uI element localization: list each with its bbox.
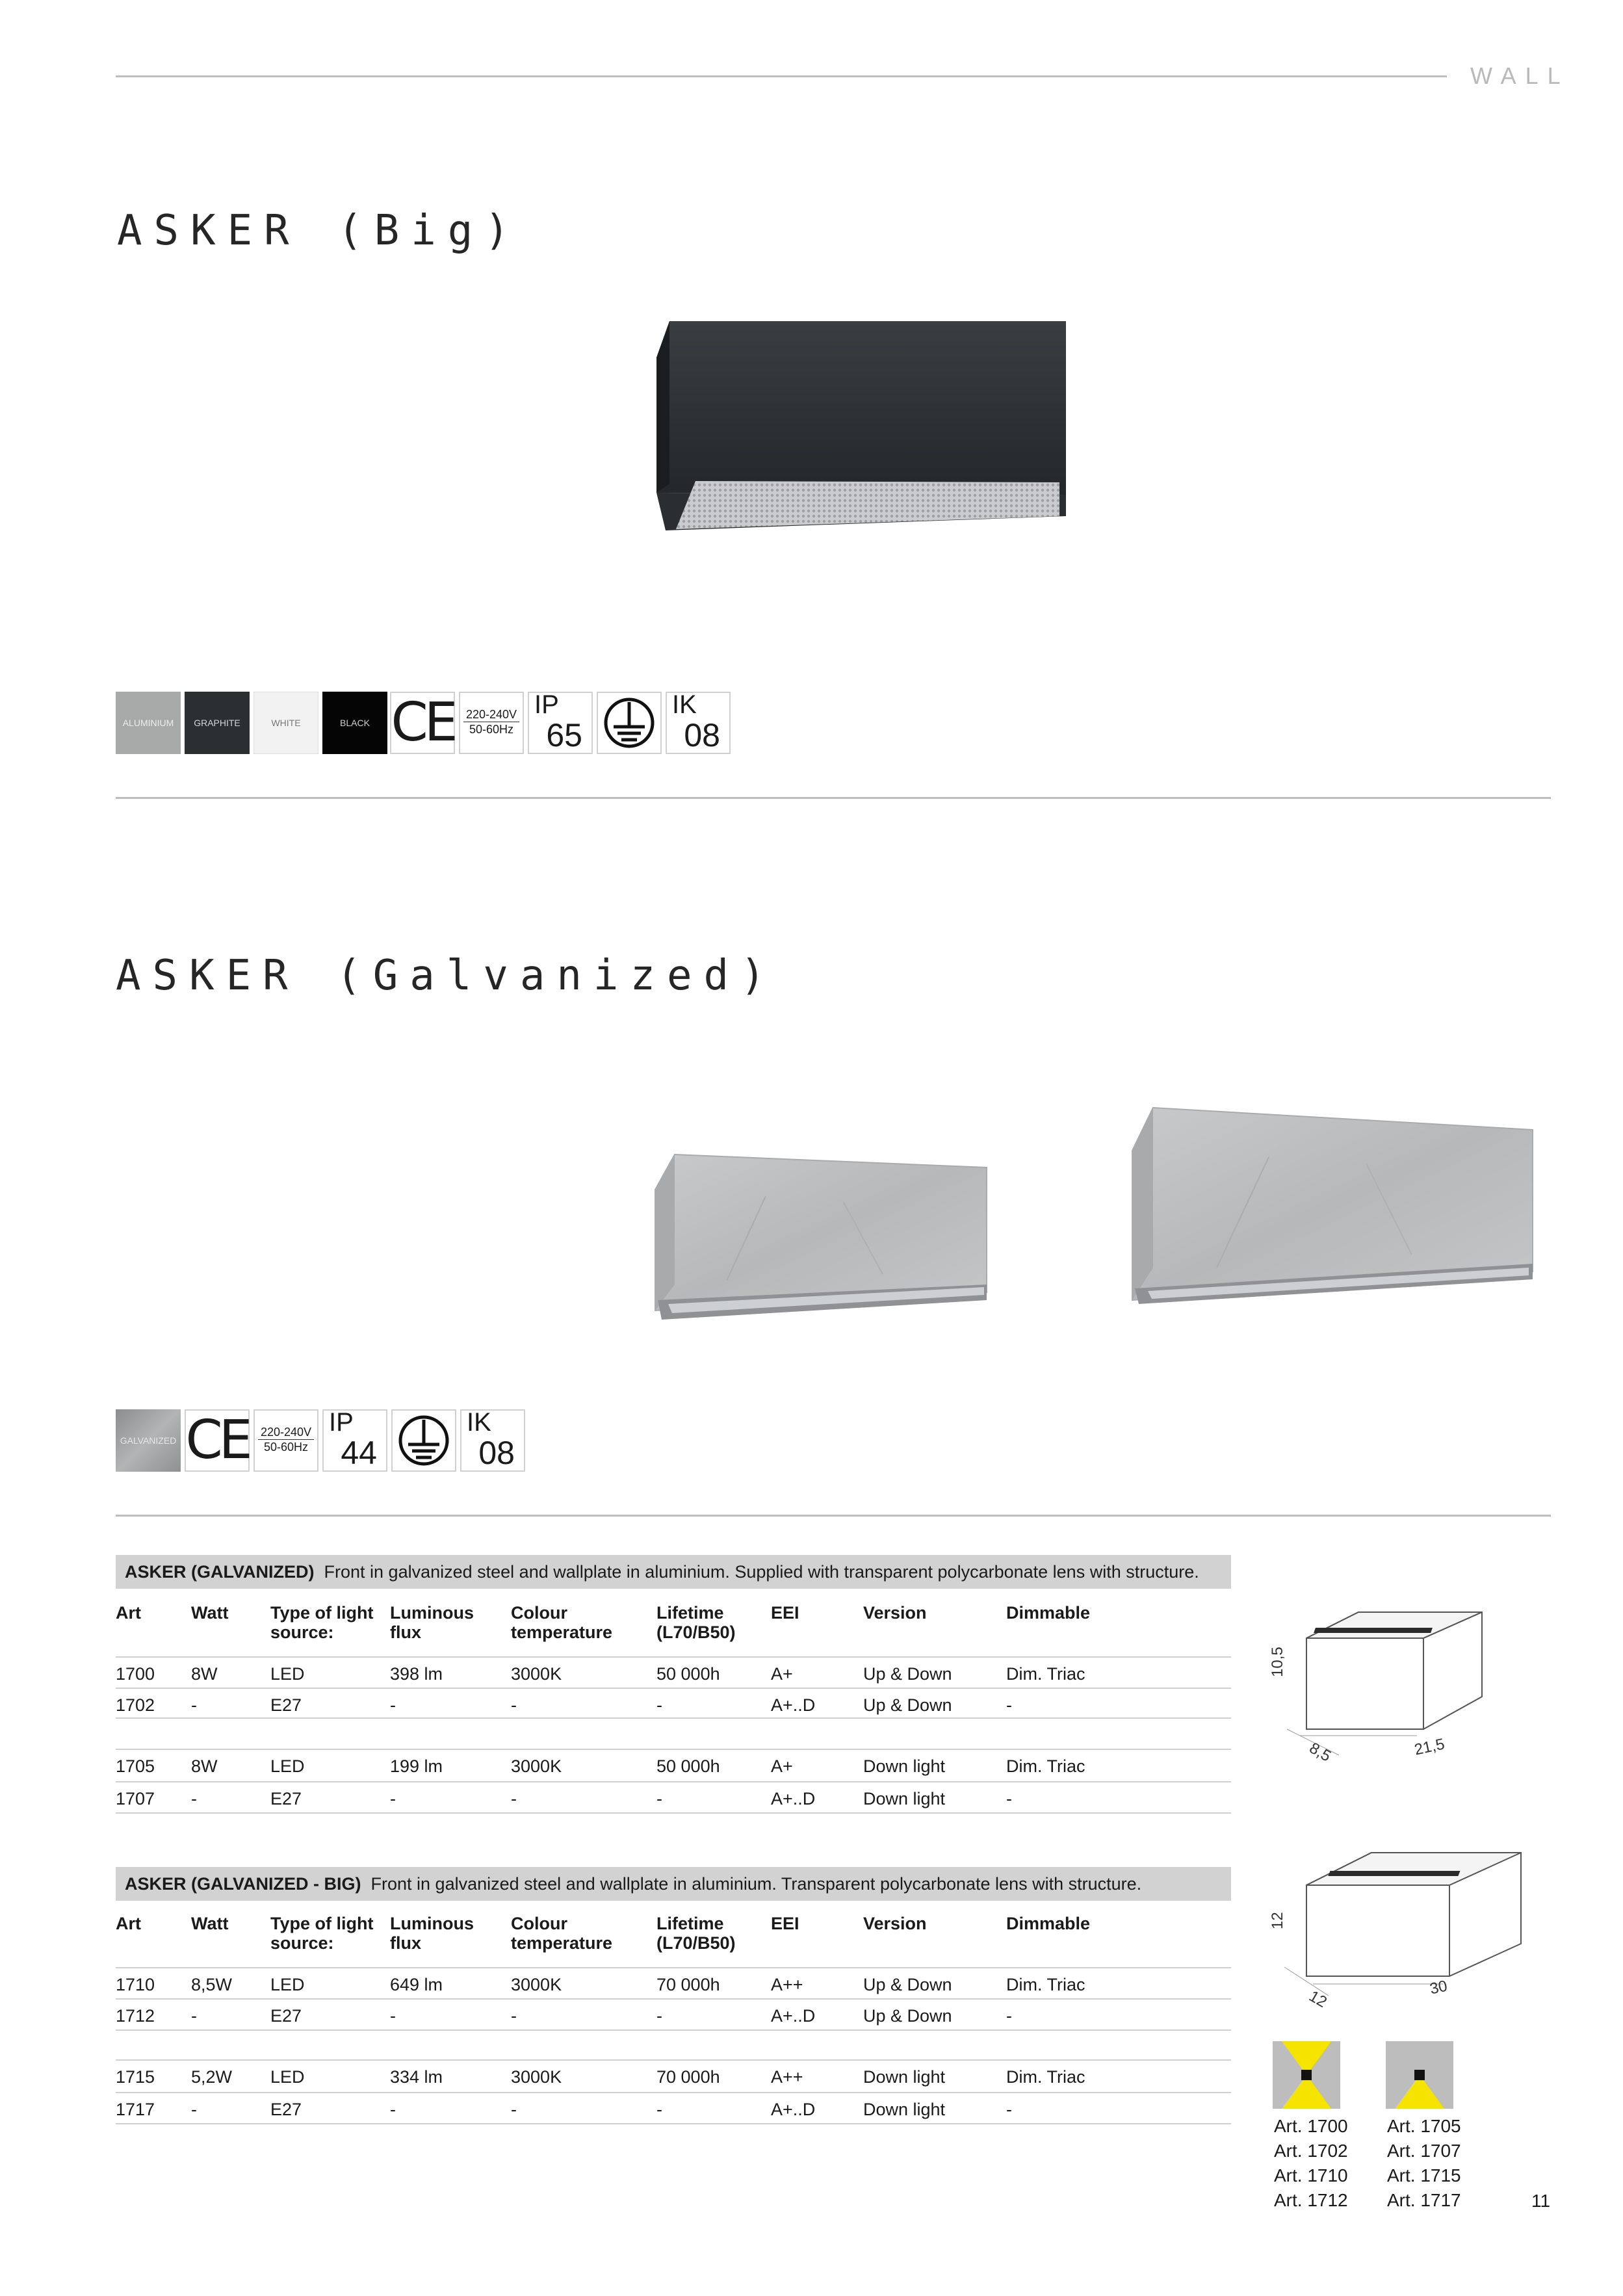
- updown-art-list: Art. 1700 Art. 1702 Art. 1710 Art. 1712: [1274, 2116, 1348, 2210]
- col-colour: Colour temperature: [511, 1603, 613, 1642]
- voltage-icon-galvanized: 220-240V 50-60Hz: [253, 1409, 318, 1472]
- down-light-icon: [1386, 2041, 1453, 2109]
- col-type: Type of light source:: [270, 1603, 374, 1642]
- ce-mark-icon: CE: [391, 692, 454, 753]
- header-rule: [116, 75, 1447, 77]
- col-version: Version: [863, 1603, 927, 1623]
- table2-header: [116, 1867, 1231, 1901]
- lamp-big-diffuser: [676, 481, 1059, 529]
- col-art: Art: [116, 1603, 141, 1623]
- finish-swatch-graphite: GRAPHITE: [185, 692, 250, 754]
- dim2-depth: 12: [1306, 1987, 1330, 2011]
- finish-swatch-white: WHITE: [253, 692, 318, 754]
- finish-swatch-aluminium: ALUMINIUM: [116, 692, 181, 754]
- page-number: 11: [1531, 2191, 1551, 2211]
- product-title-galvanized: ASKER (Galvanized): [116, 952, 777, 1000]
- earth-ground-icon-galvanized: [391, 1409, 456, 1472]
- dimension-drawing-2: [1261, 1833, 1534, 2002]
- section-divider-1: [116, 797, 1551, 799]
- section-divider-2: [116, 1515, 1551, 1517]
- table1-description: Front in galvanized steel and wallplate in aluminium. Supplied with transparent polycarbonate lens with structure.: [324, 1562, 1199, 1582]
- col-watt: Watt: [191, 1603, 229, 1623]
- product-title-big: ASKER (Big): [117, 207, 521, 255]
- earth-ground-icon: [597, 692, 662, 754]
- section-label: WALL: [1470, 62, 1570, 89]
- table1-header: [116, 1555, 1231, 1589]
- lamp-big-image: [650, 321, 1092, 594]
- up-down-light-icon: [1273, 2041, 1340, 2109]
- finish-swatch-galvanized: GALVANIZED: [116, 1409, 181, 1472]
- lamp-big-body: [656, 321, 1066, 495]
- ip-rating-icon-galvanized: IP 44: [322, 1409, 387, 1472]
- dim1-height: 10,5: [1269, 1647, 1286, 1677]
- dim2-height: 12: [1269, 1912, 1286, 1929]
- col-lifetime: Lifetime (L70/B50): [656, 1603, 736, 1642]
- ik-rating-icon-galvanized: IK 08: [460, 1409, 525, 1472]
- col-luminous: Luminous flux: [390, 1603, 474, 1642]
- table2-description: Front in galvanized steel and wallplate in aluminium. Transparent polycarbonate lens with structure.: [370, 1874, 1142, 1894]
- ce-mark-icon-galvanized: CE: [185, 1409, 249, 1471]
- col-eei: EEI: [771, 1603, 799, 1623]
- table1-name: ASKER (GALVANIZED): [125, 1562, 315, 1582]
- dim1-depth: 8,5: [1306, 1739, 1334, 1766]
- finish-swatch-black: BLACK: [322, 692, 387, 754]
- voltage-icon: 220-240V 50-60Hz: [459, 692, 524, 754]
- down-art-list: Art. 1705 Art. 1707 Art. 1715 Art. 1717: [1387, 2116, 1461, 2210]
- col-dimmable: Dimmable: [1006, 1603, 1091, 1623]
- ik-rating-icon: IK 08: [666, 692, 731, 754]
- dimension-drawing-1: [1261, 1599, 1534, 1768]
- dim2-width: 30: [1428, 1977, 1449, 1998]
- ip-rating-icon: IP 65: [528, 692, 593, 754]
- dim1-width: 21,5: [1412, 1735, 1446, 1759]
- table2-name: ASKER (GALVANIZED - BIG): [125, 1874, 361, 1894]
- lamp-galvanized-small-image: [649, 1151, 1000, 1326]
- lamp-galvanized-big-image: [1119, 1105, 1542, 1307]
